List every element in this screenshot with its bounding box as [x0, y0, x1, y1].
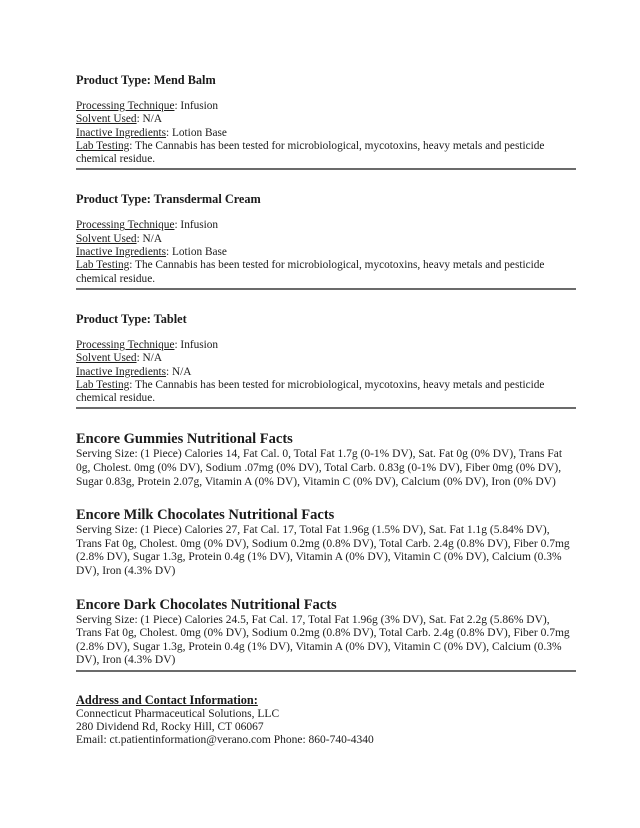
field-label: Solvent Used [76, 232, 137, 245]
field-value: : Infusion [174, 219, 219, 232]
field-value: : N/A [136, 232, 162, 245]
field-label: Processing Technique [76, 338, 175, 351]
field-value: : N/A [136, 352, 162, 365]
contact-company: Connecticut Pharmaceutical Solutions, LLC [76, 707, 280, 720]
field-value: : N/A [166, 365, 192, 378]
field-solvent-used [76, 233, 576, 246]
product-section-tablet [76, 312, 576, 409]
field-label: Processing Technique [76, 100, 175, 112]
product-type-heading: Product Type: Transdermal Cream [76, 192, 261, 207]
field-value: : Lotion Base [166, 246, 227, 259]
section-divider [76, 168, 576, 170]
section-divider [76, 288, 576, 290]
field-processing-technique [76, 339, 576, 352]
field-lab-testing [76, 140, 576, 167]
nutrition-title: Encore Dark Chocolates Nutritional Facts [76, 596, 337, 613]
contact-email-phone: Email: ct.patientinformation@verano.com Phone: 860-740-4340 [76, 734, 374, 747]
section-divider [76, 670, 576, 672]
field-value: : Infusion [174, 338, 219, 351]
field-solvent-used [76, 352, 576, 365]
field-processing-technique [76, 219, 576, 232]
contact-address: 280 Dividend Rd, Rocky Hill, CT 06067 [76, 720, 264, 733]
field-solvent-used [76, 113, 576, 126]
field-label: Solvent Used [76, 113, 137, 126]
field-value: : The Cannabis has been tested for microbiological, mycotoxins, heavy metals and pesticide chemical residue. [76, 139, 545, 166]
nutrition-body: Serving Size: (1 Piece) Calories 24.5, Fat Cal. 17, Total Fat 1.96g (3% DV), Sat. Fat 2.2g (5.86% DV), Trans Fat 0g, Cholest. 0mg (0% DV), Sodium 0.2mg (0.8% DV), Total Carb. 2.4g (0.8% DV), Fiber 0.7mg (2.8% DV), Sugar 1.3g, Protein 0.4g (1% DV), Vitamin A (0% DV), Vitamin C (0% DV), Calcium (0.3% DV), Iron (4.3% DV) [76, 613, 570, 667]
field-lab-testing [76, 379, 576, 406]
field-value: : The Cannabis has been tested for microbiological, mycotoxins, heavy metals and pesticide chemical residue. [76, 378, 545, 405]
product-section-transdermal-cream [76, 192, 576, 289]
field-label: Processing Technique [76, 219, 175, 232]
field-label: Lab Testing [76, 139, 130, 152]
product-fields [76, 339, 576, 405]
field-label: Inactive Ingredients [76, 246, 167, 259]
nutrition-section-milk-chocolates [76, 507, 576, 578]
nutrition-body: Serving Size: (1 Piece) Calories 27, Fat Cal. 17, Total Fat 1.96g (1.5% DV), Sat. Fat 1.1g (5.84% DV), Trans Fat 0g, Cholest. 0mg (0% DV), Sodium 0.2mg (0.8% DV), Total Carb. 2.4g (0.8% DV), Fiber 0.7mg (2.8% DV), Sugar 1.3g, Protein 0.4g (1% DV), Vitamin A (0% DV), Vitamin C (0% DV), Calcium (0.3% DV), Iron (4.3% DV) [76, 524, 570, 578]
field-label: Lab Testing [76, 378, 130, 391]
nutrition-title: Encore Milk Chocolates Nutritional Facts [76, 507, 335, 524]
field-label: Inactive Ingredients [76, 365, 167, 378]
product-type-heading: Product Type: Tablet [76, 311, 187, 326]
field-value: : Lotion Base [166, 126, 227, 139]
field-lab-testing [76, 259, 576, 286]
nutrition-body: Serving Size: (1 Piece) Calories 14, Fat Cal. 0, Total Fat 1.7g (0-1% DV), Sat. Fat 0g (0% DV), Trans Fat 0g, Cholest. 0mg (0% DV), Sodium .07mg (0% DV), Total Carb. 0.83g (0-1% DV), Fiber 0mg (0% DV), Sugar 0.83g, Protein 2.07g, Vitamin A (0% DV), Vitamin C (0% DV), Calcium (0% DV), Iron (0% DV) [76, 448, 563, 488]
nutrition-title: Encore Gummies Nutritional Facts [76, 431, 293, 448]
field-inactive-ingredients [76, 127, 576, 140]
field-inactive-ingredients [76, 366, 576, 379]
field-label: Inactive Ingredients [76, 126, 167, 139]
field-label: Lab Testing [76, 259, 130, 272]
contact-heading: Address and Contact Information: [76, 692, 258, 707]
field-label: Solvent Used [76, 352, 137, 365]
field-value: : Infusion [174, 100, 219, 112]
product-fields [76, 100, 576, 166]
product-section-mend-balm [76, 73, 576, 170]
nutrition-section-dark-chocolates [76, 597, 576, 672]
field-inactive-ingredients [76, 246, 576, 259]
field-processing-technique [76, 100, 576, 113]
field-value: : The Cannabis has been tested for microbiological, mycotoxins, heavy metals and pesticide chemical residue. [76, 259, 545, 285]
nutrition-section-gummies [76, 431, 576, 489]
product-fields [76, 219, 576, 285]
field-value: : N/A [136, 113, 162, 126]
contact-section [76, 694, 576, 747]
section-divider [76, 407, 576, 409]
product-type-heading: Product Type: Mend Balm [76, 73, 216, 87]
